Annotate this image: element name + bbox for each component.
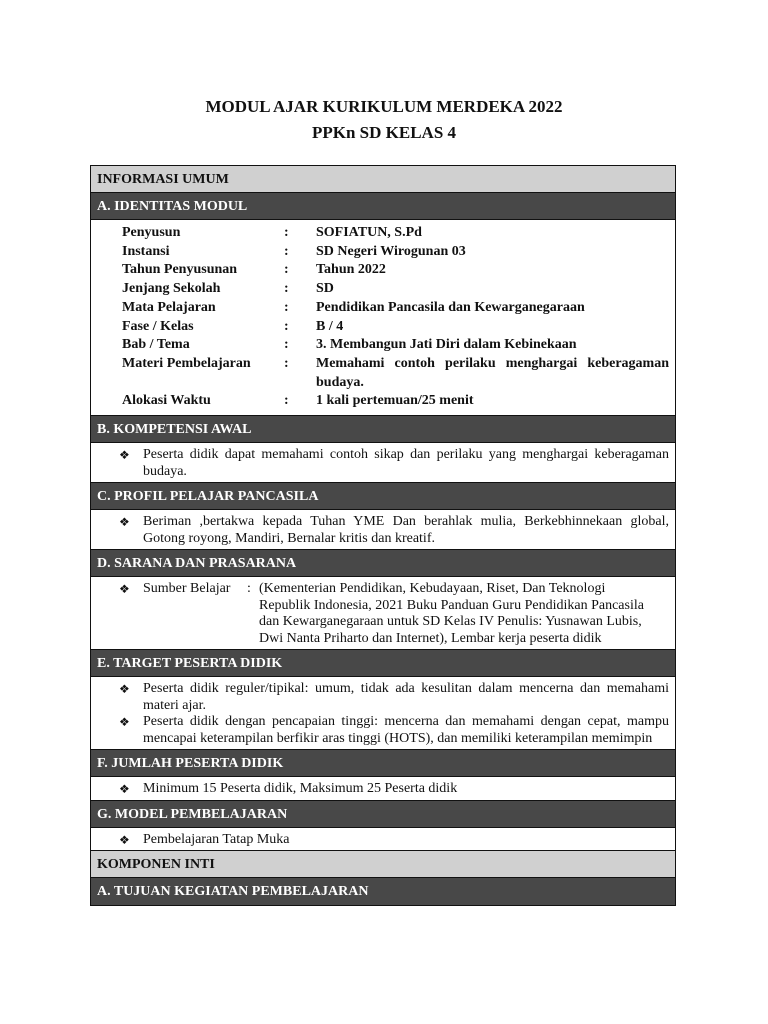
colon: : [284,393,289,409]
list-item [119,681,669,714]
sarana-block [91,577,675,650]
document-subtitle: PPKn SD KELAS 4 [311,123,457,142]
diamond-bullet-icon: ❖ [119,782,130,797]
section-komponen-inti: KOMPONEN INTI [91,851,675,878]
list-item-text: Beriman ,bertakwa kepada Tuhan YME Dan berahlak mulia, Berkebhinnekaan global, Gotong royong, Mandiri, Bernalar kritis dan kreatif. [143,514,669,546]
section-sarana-prasarana: D. SARANA DAN PRASARANA [91,550,675,577]
identitas-value: SD [316,281,334,297]
colon: : [284,281,289,297]
target-block [91,677,675,750]
list-item [119,781,669,798]
identitas-row [122,299,669,318]
section-tujuan-kegiatan: A. TUJUAN KEGIATAN PEMBELAJARAN [91,878,675,905]
jumlah-block [91,777,675,801]
colon: : [284,337,289,353]
module-table [90,165,676,906]
colon: : [247,581,251,597]
list-item-text: Minimum 15 Peserta didik, Maksimum 25 Peserta didik [143,781,458,797]
identitas-row [122,243,669,262]
identitas-label: Mata Pelajaran [122,299,216,315]
identitas-row [122,355,669,392]
identitas-block [91,220,675,416]
colon: : [284,243,289,259]
list-item-text: Peserta didik reguler/tipikal: umum, tidak ada kesulitan dalam mencerna dan memahami materi ajar. [143,681,669,713]
identitas-label: Bab / Tema [122,337,190,353]
list-item [119,447,669,480]
list-item [119,832,669,849]
identitas-row [122,280,669,299]
section-identitas-modul: A. IDENTITAS MODUL [91,193,675,220]
colon: : [284,318,289,334]
diamond-bullet-icon: ❖ [119,582,130,597]
identitas-row [122,336,669,355]
section-kompetensi-awal: B. KOMPETENSI AWAL [91,416,675,443]
identitas-label: Penyusun [122,225,181,240]
model-block [91,828,675,852]
diamond-bullet-icon: ❖ [119,515,130,530]
document-title: MODUL AJAR KURIKULUM MERDEKA 2022 [205,97,563,116]
list-item-text: Pembelajaran Tatap Muka [143,831,290,847]
colon: : [284,299,289,315]
sumber-belajar-label: Sumber Belajar [143,581,231,597]
sumber-belajar-text: (Kementerian Pendidikan, Kebudayaan, Riset, Dan Teknologi Republik Indonesia, 2021 Buku Panduan Guru Pendidikan Pancasila dan Kewarganegaraan untuk SD Kelas IV Penulis: Yusnawan Lubis, Dwi Nanta Priharto dan Internet), Lembar kerja peserta didik [259,581,644,646]
list-item [119,581,669,647]
identitas-value: B / 4 [316,318,344,334]
diamond-bullet-icon: ❖ [119,832,130,847]
identitas-value: 1 kali pertemuan/25 menit [316,393,474,409]
identitas-label: Materi Pembelajaran [122,355,251,371]
colon: : [284,355,289,371]
section-profil-pelajar: C. PROFIL PELAJAR PANCASILA [91,483,675,510]
identitas-label: Alokasi Waktu [122,393,211,409]
section-informasi-umum: INFORMASI UMUM [91,166,675,193]
section-target-peserta: E. TARGET PESERTA DIDIK [91,650,675,677]
identitas-value: Tahun 2022 [316,262,386,278]
section-jumlah-peserta: F. JUMLAH PESERTA DIDIK [91,750,675,777]
identitas-label: Instansi [122,243,170,259]
identitas-row [122,224,669,243]
list-item [119,514,669,547]
identitas-value: SD Negeri Wirogunan 03 [316,243,466,259]
identitas-row [122,261,669,280]
identitas-value: 3. Membangun Jati Diri dalam Kebinekaan [316,337,577,353]
list-item-text: Peserta didik dapat memahami contoh sikap dan perilaku yang menghargai keberagaman budaya. [143,447,669,479]
colon: : [284,262,289,278]
colon: : [284,225,289,240]
identitas-row [122,318,669,337]
list-item [119,714,669,747]
identitas-label: Fase / Kelas [122,318,194,334]
kompetensi-block [91,443,675,483]
identitas-label: Jenjang Sekolah [122,281,221,297]
diamond-bullet-icon: ❖ [119,448,130,463]
diamond-bullet-icon: ❖ [119,715,130,730]
list-item-text: Peserta didik dengan pencapaian tinggi: mencerna dan memahami dengan cepat, mampu mencapai keterampilan berfikir aras tinggi (HOTS), dan memiliki keterampilan memimpin [143,714,669,746]
identitas-label: Tahun Penyusunan [122,262,238,278]
profil-block [91,510,675,550]
identitas-value: Pendidikan Pancasila dan Kewarganegaraan [316,299,585,315]
identitas-value: Memahami contoh perilaku menghargai keberagaman budaya. [316,355,669,390]
section-model-pembelajaran: G. MODEL PEMBELAJARAN [91,801,675,828]
identitas-value: SOFIATUN, S.Pd [316,225,422,240]
identitas-row [122,392,669,411]
diamond-bullet-icon: ❖ [119,682,130,697]
